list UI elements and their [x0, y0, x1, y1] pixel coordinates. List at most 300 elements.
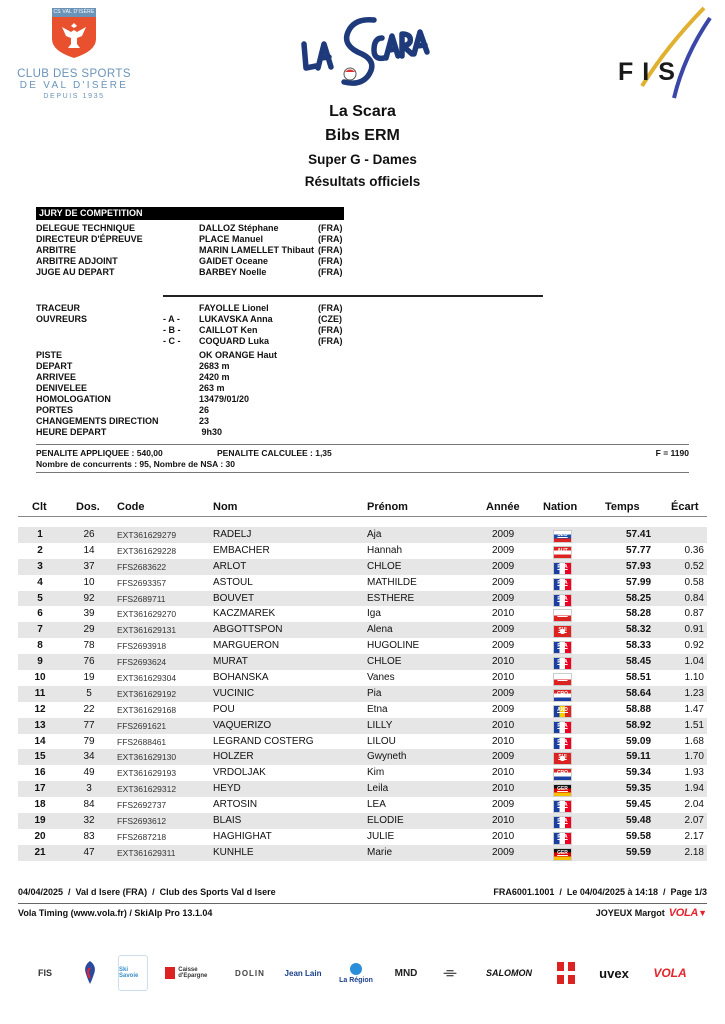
column-header-prenom: Prénom	[367, 501, 408, 513]
sponsor-uvex-logo: uvex	[599, 965, 629, 981]
forerunner-name: CAILLOT Ken	[199, 325, 258, 335]
last-name: HOLZER	[213, 751, 254, 763]
last-name: KACZMAREK	[213, 608, 276, 620]
last-name: BOHANSKA	[213, 672, 269, 684]
operator-name: JOYEUX Margot	[595, 908, 665, 918]
bib: 76	[83, 656, 95, 668]
forerunner-name: LUKAVSKA Anna	[199, 314, 273, 324]
race-time: 58.28	[625, 608, 652, 620]
detail-label: DENIVELEE	[36, 383, 88, 393]
birth-year: 2010	[492, 735, 515, 747]
time-gap: 1.47	[684, 703, 704, 715]
birth-year: 2009	[492, 592, 515, 604]
bib: 79	[83, 735, 95, 747]
setter-label: TRACEUR	[36, 303, 80, 313]
race-time: 58.88	[625, 703, 652, 715]
footer-race-code-page: FRA6001.1001 / Le 04/04/2025 à 14:18 / Page 1/3	[493, 887, 707, 897]
first-name: LEA	[367, 799, 386, 811]
last-name: BOUVET	[213, 592, 255, 604]
rank: 9	[37, 656, 43, 668]
jury-role: ARBITRE	[36, 245, 76, 255]
race-time: 59.58	[625, 830, 652, 842]
forerunners-label: OUVREURS	[36, 314, 88, 324]
jury-nation: (FRA)	[318, 267, 343, 277]
jury-nation: (FRA)	[318, 234, 343, 244]
detail-label: HEURE DEPART	[36, 427, 107, 437]
birth-year: 2009	[492, 703, 515, 715]
rank: 10	[34, 672, 46, 684]
first-name: JULIE	[367, 830, 395, 842]
la-scara-logo	[296, 10, 438, 96]
time-gap: 0.36	[684, 544, 704, 556]
rank: 11	[34, 687, 46, 699]
bib: 92	[83, 592, 95, 604]
result-row	[18, 606, 707, 622]
time-gap: 1.93	[684, 767, 704, 779]
first-name: Alena	[367, 624, 393, 636]
first-name: Aja	[367, 529, 382, 540]
competitor-code: FFS2688461	[117, 736, 167, 747]
competitor-code: FFS2693918	[117, 641, 167, 652]
nation-code: FRA	[557, 722, 568, 729]
time-gap: 0.52	[684, 560, 704, 572]
result-row	[18, 829, 707, 845]
jury-nation: (FRA)	[318, 223, 343, 233]
first-name: CHLOE	[367, 656, 402, 668]
race-time: 59.34	[625, 767, 652, 779]
time-gap: 1.10	[684, 672, 704, 684]
first-name: Pia	[367, 687, 382, 699]
sponsor-ffs-logo	[75, 955, 105, 991]
jury-role: JUGE AU DEPART	[36, 267, 115, 277]
sponsor-mnd-logo: MND	[394, 967, 418, 979]
birth-year: 2010	[492, 656, 515, 668]
setter-nation: (FRA)	[318, 303, 343, 313]
nation-code: FRA	[557, 579, 568, 586]
last-name: POU	[213, 703, 235, 715]
time-gap: 0.91	[684, 624, 704, 636]
detail-label: HOMOLOGATION	[36, 394, 111, 404]
last-name: VUCINIC	[213, 687, 255, 699]
sponsor-logos	[30, 955, 710, 995]
bib: 14	[83, 544, 95, 556]
bib: 5	[86, 687, 92, 699]
forerunner-tag: - A -	[163, 314, 180, 324]
rank: 21	[34, 846, 46, 858]
competitor-code: FFS2687218	[117, 831, 167, 842]
last-name: VAQUERIZO	[213, 719, 272, 731]
results-body	[18, 527, 707, 861]
result-row	[18, 575, 707, 591]
first-name: Iga	[367, 608, 381, 620]
first-name: Gwyneth	[367, 751, 407, 763]
bib: 19	[83, 672, 95, 684]
race-time: 58.33	[625, 640, 652, 652]
race-time: 58.92	[625, 719, 652, 731]
time-gap: 0.92	[684, 640, 704, 652]
competitor-code: EXT361629312	[117, 784, 177, 795]
bib: 47	[83, 846, 95, 858]
results-header-row	[18, 499, 707, 517]
first-name: Hannah	[367, 544, 403, 556]
first-name: HUGOLINE	[367, 640, 420, 652]
birth-year: 2009	[492, 751, 515, 763]
last-name: ARLOT	[213, 560, 247, 572]
detail-value: 2683 m	[199, 361, 230, 371]
birth-year: 2010	[492, 830, 515, 842]
forerunner-nation: (FRA)	[318, 325, 343, 335]
jury-role: ARBITRE ADJOINT	[36, 256, 118, 266]
last-name: HEYD	[213, 783, 241, 795]
club-des-sports-logo	[14, 8, 134, 103]
time-gap: 0.84	[684, 592, 704, 604]
bib: 49	[83, 767, 95, 779]
rank: 15	[34, 751, 46, 763]
time-gap: 0.58	[684, 576, 704, 588]
time-gap: 2.18	[684, 846, 704, 858]
fis-logo-text: FIS	[618, 58, 684, 86]
jury-header: JURY DE COMPETITION	[36, 207, 344, 220]
race-time: 59.11	[626, 751, 651, 763]
competitor-code: EXT361629130	[117, 752, 177, 763]
competitor-code: EXT361629192	[117, 688, 177, 699]
rank: 7	[37, 624, 43, 636]
bib: 39	[83, 608, 95, 620]
last-name: ABGOTTSPON	[213, 624, 283, 636]
rank: 12	[34, 703, 46, 715]
nation-code: CRO	[556, 770, 569, 777]
last-name: ASTOUL	[213, 576, 253, 588]
rank: 1	[37, 529, 43, 540]
footer-divider	[18, 903, 707, 904]
competitor-code: FFS2692737	[117, 800, 167, 811]
result-row	[18, 765, 707, 781]
vola-shield-icon: ▼	[698, 908, 707, 918]
result-row	[18, 718, 707, 734]
jury-name: GAIDET Oceane	[199, 256, 269, 266]
nation-code: FRA	[557, 643, 568, 650]
bib: 77	[83, 719, 95, 731]
birth-year: 2009	[492, 846, 515, 858]
footer-race-info	[18, 886, 707, 898]
bib: 32	[83, 815, 95, 827]
detail-value: OK ORANGE Haut	[199, 350, 278, 360]
nation-code: FRA	[557, 563, 568, 570]
nation-code: AUT	[557, 547, 568, 554]
nation-code: AND	[557, 706, 568, 713]
bib: 26	[83, 529, 95, 540]
time-gap: 1.70	[684, 751, 704, 763]
footer-timing-software: Vola Timing (www.vola.fr) / SkiAlp Pro 13.1.04	[18, 908, 213, 918]
birth-year: 2010	[492, 608, 515, 620]
bib: 29	[83, 624, 95, 636]
birth-year: 2010	[492, 719, 515, 731]
competitor-code: EXT361629193	[117, 768, 177, 779]
nation-code: SLO	[557, 532, 568, 538]
detail-value: 9h30	[199, 427, 223, 437]
race-time: 58.45	[625, 656, 652, 668]
column-header-nom: Nom	[213, 501, 238, 513]
footer-timing-info	[18, 907, 707, 919]
sponsor-la-region-logo: La Région	[336, 955, 376, 991]
result-row	[18, 813, 707, 829]
result-row	[18, 543, 707, 559]
rank: 17	[34, 783, 46, 795]
race-time: 59.48	[625, 815, 652, 827]
rank: 16	[34, 767, 46, 779]
penalty-calculated: PENALITE CALCULEE : 1,35	[217, 448, 332, 458]
club-name-line2: DE VAL D'ISÈRE	[19, 80, 129, 91]
birth-year: 2009	[492, 560, 515, 572]
time-gap: 0.87	[684, 608, 704, 620]
results-table	[18, 499, 707, 861]
first-name: Kim	[367, 767, 385, 779]
rank: 5	[37, 592, 43, 604]
jury-name: DALLOZ Stéphane	[199, 223, 279, 233]
sponsor-playstation-logo: ⌯	[443, 964, 457, 981]
jury-nation: (FRA)	[318, 245, 343, 255]
section-divider	[163, 295, 543, 297]
time-gap: 1.51	[684, 719, 704, 731]
time-gap: 2.04	[684, 799, 704, 811]
result-row	[18, 781, 707, 797]
nation-code: GER	[557, 786, 568, 793]
jury-name: MARIN LAMELLET Thibaut	[199, 245, 314, 255]
birth-year: 2009	[492, 799, 515, 811]
column-header-ecart: Écart	[671, 501, 699, 513]
birth-year: 2010	[492, 767, 515, 779]
nation-code: POL	[557, 611, 568, 618]
race-time: 57.99	[625, 576, 652, 588]
bib: 84	[83, 799, 95, 811]
result-row	[18, 559, 707, 575]
forerunner-tag: - C -	[163, 336, 181, 346]
rank: 2	[37, 544, 43, 556]
race-time: 57.77	[625, 544, 652, 556]
column-header-nation: Nation	[543, 501, 578, 513]
first-name: MATHILDE	[367, 576, 417, 588]
detail-label: CHANGEMENTS DIRECTION	[36, 416, 159, 426]
jury-name: PLACE Manuel	[199, 234, 264, 244]
column-header-dos: Dos.	[76, 501, 100, 513]
participants-count: Nombre de concurrents : 95, Nombre de NSA : 30	[36, 459, 236, 469]
footer-operator	[596, 907, 707, 919]
detail-value: 2420 m	[199, 372, 230, 382]
result-row	[18, 845, 707, 861]
detail-value: 23	[199, 416, 210, 426]
sponsor-caisse-epargne-logo: Caisse d'Epargne	[165, 955, 221, 991]
nation-code: SUI	[558, 627, 567, 634]
club-name-line3: DEPUIS 1935	[43, 93, 105, 100]
rank: 4	[37, 576, 43, 588]
rank: 8	[37, 640, 43, 652]
race-time: 58.32	[625, 624, 652, 636]
result-row	[18, 591, 707, 607]
competitor-code: FFS2689711	[117, 593, 166, 604]
nation-code: CZE	[557, 675, 568, 682]
race-title: Bibs ERM	[325, 127, 400, 144]
jury-role: DIRECTEUR D'ÉPREUVE	[36, 234, 143, 244]
penalty-divider-bottom	[36, 472, 689, 473]
competitor-code: EXT361629311	[117, 847, 176, 858]
nation-code: FRA	[557, 818, 568, 825]
result-row	[18, 527, 707, 543]
detail-label: PORTES	[36, 405, 74, 415]
detail-label: PISTE	[36, 350, 63, 360]
race-time: 59.59	[625, 846, 652, 858]
birth-year: 2010	[492, 783, 515, 795]
results-status-title: Résultats officiels	[304, 174, 421, 189]
setter-name: FAYOLLE Lionel	[199, 303, 269, 313]
nation-code: FRA	[557, 738, 568, 745]
last-name: HAGHIGHAT	[213, 830, 272, 842]
sponsor-savoie-logo	[552, 955, 580, 991]
birth-year: 2009	[492, 529, 515, 540]
sponsor-dolin-logo: DOLIN	[235, 968, 265, 978]
nation-code: FRA	[557, 659, 568, 666]
sponsor-salomon-logo: SALOMON	[486, 968, 532, 978]
result-row	[18, 797, 707, 813]
jury-name: BARBEY Noelle	[199, 267, 267, 277]
nation-code: SUI	[558, 754, 567, 761]
rank: 13	[34, 719, 46, 731]
result-row	[18, 734, 707, 750]
time-gap: 1.68	[684, 735, 704, 747]
last-name: EMBACHER	[213, 544, 270, 556]
competitor-code: FFS2693612	[117, 816, 167, 827]
detail-value: 13479/01/20	[199, 394, 250, 404]
column-header-annee: Année	[486, 501, 520, 513]
discipline-title: Super G - Dames	[308, 152, 417, 167]
first-name: LILOU	[367, 735, 396, 747]
column-header-clt: Clt	[32, 501, 47, 513]
forerunner-name: COQUARD Luka	[199, 336, 270, 346]
race-time: 59.45	[625, 799, 652, 811]
competitor-code: EXT361629279	[117, 530, 177, 540]
race-time: 59.35	[625, 783, 652, 795]
forerunner-nation: (FRA)	[318, 336, 343, 346]
penalty-info	[36, 448, 689, 470]
competitor-code: EXT361629168	[117, 704, 177, 715]
last-name: LEGRAND COSTERG	[213, 735, 314, 747]
first-name: CHLOE	[367, 560, 402, 572]
document-titles	[0, 100, 725, 193]
penalty-divider-top	[36, 444, 689, 445]
last-name: RADELJ	[213, 529, 252, 540]
column-header-temps: Temps	[605, 501, 640, 513]
f-value: F = 1190	[655, 448, 689, 458]
last-name: ARTOSIN	[213, 799, 258, 811]
result-row	[18, 622, 707, 638]
result-row	[18, 638, 707, 654]
jury-role: DELEGUE TECHNIQUE	[36, 223, 136, 233]
birth-year: 2009	[492, 576, 515, 588]
bib: 3	[86, 783, 92, 795]
birth-year: 2009	[492, 544, 515, 556]
competitor-code: FFS2691621	[117, 720, 167, 731]
competitor-code: FFS2693357	[117, 577, 167, 588]
first-name: ESTHERE	[367, 592, 415, 604]
forerunner-nation: (CZE)	[318, 314, 342, 324]
race-time: 58.25	[625, 592, 652, 604]
bib: 83	[83, 830, 95, 842]
competitor-code: EXT361629228	[117, 545, 177, 556]
fis-logo	[612, 6, 712, 102]
rank: 14	[34, 735, 46, 747]
nation-code: FRA	[557, 595, 568, 602]
sponsor-ski-savoie-logo: Ski Savoie	[118, 955, 148, 991]
jury-nation: (FRA)	[318, 256, 343, 266]
nation-code: FRA	[557, 802, 568, 809]
detail-value: 26	[199, 405, 210, 415]
nation-code: CRO	[556, 690, 569, 697]
race-time: 59.09	[625, 735, 652, 747]
first-name: Leila	[367, 783, 389, 795]
bib: 22	[83, 703, 95, 715]
first-name: Marie	[367, 846, 393, 858]
vola-logo: VOLA	[668, 907, 699, 919]
rank: 18	[34, 799, 46, 811]
forerunner-tag: - B -	[163, 325, 181, 335]
last-name: KUNHLE	[213, 846, 254, 858]
time-gap: 1.23	[684, 687, 704, 699]
race-time: 58.51	[625, 672, 652, 684]
bib: 34	[83, 751, 95, 763]
result-row	[18, 702, 707, 718]
race-time: 57.93	[625, 560, 652, 572]
competitor-code: FFS2693624	[117, 657, 167, 668]
sponsor-fis-logo: FIS	[37, 968, 52, 978]
nation-code: GER	[557, 849, 568, 856]
competitor-code: EXT361629270	[117, 609, 177, 620]
sponsor-jean-lain-logo: Jean Lain	[284, 968, 322, 978]
time-gap: 2.17	[684, 830, 704, 842]
rank: 6	[37, 608, 43, 620]
result-row	[18, 686, 707, 702]
column-header-code: Code	[117, 501, 145, 513]
last-name: VRDOLJAK	[213, 767, 266, 779]
detail-label: ARRIVEE	[36, 372, 77, 382]
birth-year: 2009	[492, 640, 515, 652]
birth-year: 2009	[492, 687, 515, 699]
competitor-code: EXT361629304	[117, 673, 177, 684]
birth-year: 2010	[492, 815, 515, 827]
rank: 20	[34, 830, 46, 842]
bib: 37	[83, 560, 95, 572]
bib: 78	[83, 640, 95, 652]
detail-value: 263 m	[199, 383, 225, 393]
first-name: LILLY	[367, 719, 393, 731]
sponsor-vola-logo: VOLA	[653, 966, 687, 980]
last-name: MURAT	[213, 656, 248, 668]
birth-year: 2010	[492, 672, 515, 684]
nation-code: FRA	[557, 833, 568, 840]
competitor-code: FFS2683622	[117, 561, 167, 572]
first-name: Etna	[367, 703, 388, 715]
bib: 10	[83, 576, 95, 588]
result-row	[18, 670, 707, 686]
result-row	[18, 654, 707, 670]
last-name: MARGUERON	[213, 640, 280, 652]
race-time: 57.41	[625, 529, 652, 540]
event-title: La Scara	[329, 103, 396, 120]
result-row	[18, 749, 707, 765]
rank: 3	[37, 560, 43, 572]
time-gap: 1.94	[684, 783, 704, 795]
time-gap: 2.07	[684, 815, 704, 827]
last-name: BLAIS	[213, 815, 242, 827]
race-time: 58.64	[625, 687, 652, 699]
